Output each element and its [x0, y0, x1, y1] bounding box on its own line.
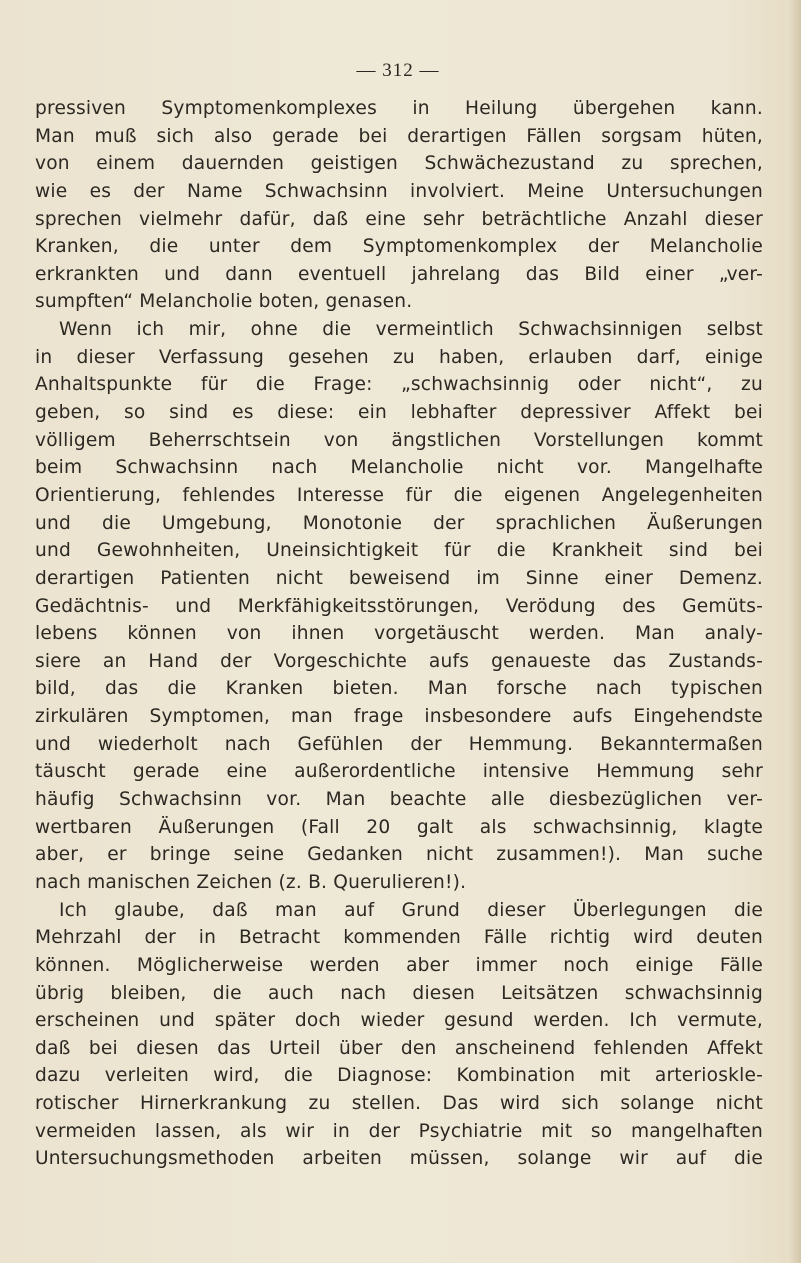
text-line: erkrankten und dann eventuell jahrelang das Bild einer „ver- — [35, 263, 763, 285]
text-line: übrig bleiben, die auch nach diesen Leitsätzen schwachsinnig — [35, 982, 763, 1004]
text-line: Man muß sich also gerade bei derartigen Fällen sorgsam hüten, — [35, 125, 763, 147]
text-line: Gedächtnis- und Merkfähigkeitsstörungen, Verödung des Gemüts- — [35, 595, 763, 617]
text-line: von einem dauernden geistigen Schwächezustand zu sprechen, — [35, 153, 763, 175]
text-line: Mehrzahl der in Betracht kommenden Fälle richtig wird deuten — [35, 927, 763, 949]
text-line: Orientierung, fehlendes Interesse für die eigenen Angelegenheiten — [35, 484, 763, 506]
text-line: zirkulären Symptomen, man frage insbesondere aufs Eingehendste — [35, 706, 763, 728]
text-line: vermeiden lassen, als wir in der Psychiatrie mit so mangelhaften — [35, 1120, 763, 1142]
text-line: völligem Beherrschtsein von ängstlichen Vorstellungen kommt — [35, 429, 763, 451]
text-line: und wiederholt nach Gefühlen der Hemmung. Bekanntermaßen — [35, 733, 763, 755]
text-line: rotischer Hirnerkrankung zu stellen. Das wird sich solange nicht — [35, 1093, 763, 1115]
text-line: daß bei diesen das Urteil über den anscheinend fehlenden Affekt — [35, 1037, 763, 1059]
text-line: nach manischen Zeichen (z. B. Querulieren!). — [35, 871, 467, 893]
page-edge-shadow — [789, 0, 801, 1263]
text-line: dazu verleiten wird, die Diagnose: Kombination mit arterioskle- — [35, 1065, 763, 1087]
text-line: sumpften“ Melancholie boten, genasen. — [35, 291, 413, 313]
text-line: Ich glaube, daß man auf Grund dieser Überlegungen die — [59, 899, 763, 921]
text-line: siere an Hand der Vorgeschichte aufs genaueste das Zustands- — [35, 650, 763, 672]
text-line: lebens können von ihnen vorgetäuscht werden. Man analy- — [35, 623, 763, 645]
body-text — [35, 95, 763, 1173]
text-line: geben, so sind es diese: ein lebhafter depressiver Affekt bei — [35, 402, 763, 424]
text-line: wertbaren Äußerungen (Fall 20 galt als schwachsinnig, klagte — [35, 816, 763, 838]
text-line: häufig Schwachsinn vor. Man beachte alle diesbezüglichen ver- — [35, 789, 763, 811]
text-line: Anhaltspunkte für die Frage: „schwachsinnig oder nicht“, zu — [35, 374, 763, 396]
text-line: beim Schwachsinn nach Melancholie nicht vor. Mangelhafte — [35, 457, 763, 479]
page-number: — 312 — — [356, 60, 440, 81]
text-line: in dieser Verfassung gesehen zu haben, erlauben darf, einige — [35, 346, 763, 368]
text-line: und die Umgebung, Monotonie der sprachlichen Äußerungen — [35, 512, 763, 534]
text-line: derartigen Patienten nicht beweisend im Sinne einer Demenz. — [35, 567, 763, 589]
text-line: täuscht gerade eine außerordentliche intensive Hemmung sehr — [35, 761, 763, 783]
text-line: pressiven Symptomenkomplexes in Heilung übergehen kann. — [35, 98, 763, 119]
text-line: und Gewohnheiten, Uneinsichtigkeit für die Krankheit sind bei — [35, 540, 763, 562]
text-line: können. Möglicherweise werden aber immer noch einige Fälle — [35, 954, 763, 976]
text-line: Kranken, die unter dem Symptomenkomplex der Melancholie — [35, 236, 763, 258]
text-line: bild, das die Kranken bieten. Man forsche nach typischen — [35, 678, 763, 700]
text-line: erscheinen und später doch wieder gesund werden. Ich vermute, — [35, 1010, 763, 1032]
text-line: Untersuchungsmethoden arbeiten müssen, solange wir auf die — [35, 1148, 763, 1170]
text-line: aber, er bringe seine Gedanken nicht zusammen!). Man suche — [35, 844, 763, 866]
text-line: sprechen vielmehr dafür, daß eine sehr beträchtliche Anzahl dieser — [35, 208, 763, 230]
text-line: Wenn ich mir, ohne die vermeintlich Schwachsinnigen selbst — [59, 319, 763, 341]
text-line: wie es der Name Schwachsinn involviert. Meine Untersuchungen — [35, 180, 763, 202]
